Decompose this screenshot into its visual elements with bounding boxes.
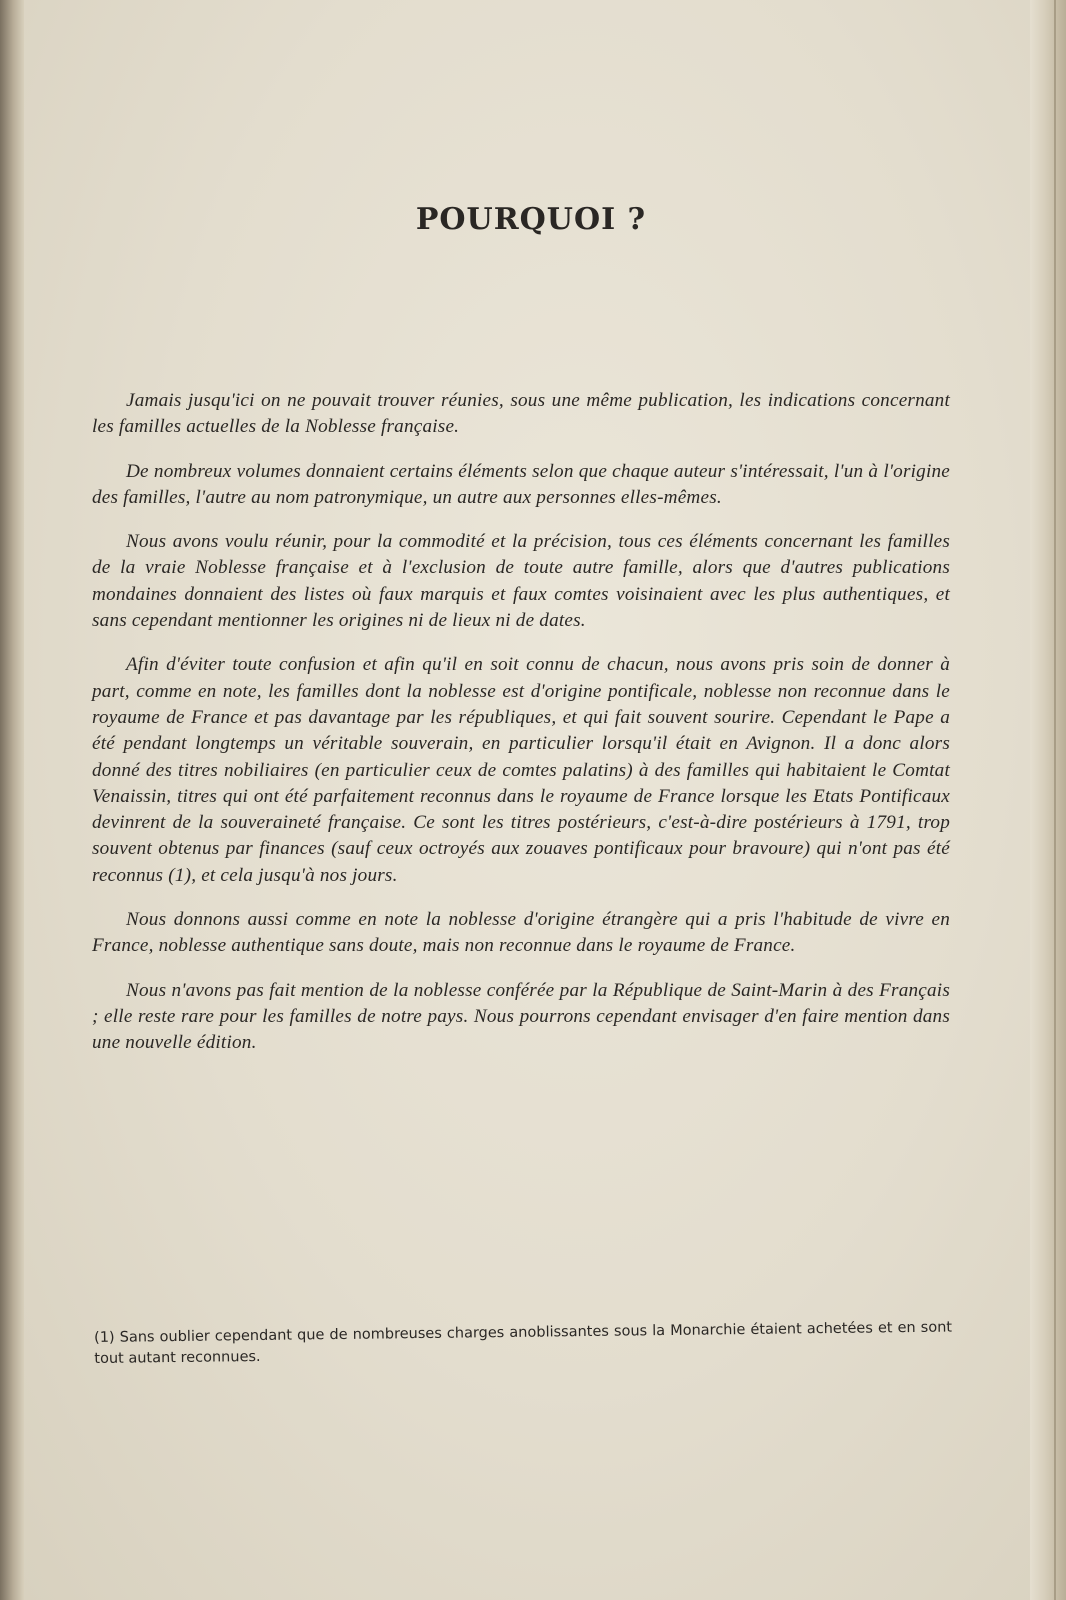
book-page-stack-edge	[1030, 0, 1066, 1600]
paragraph-6: Nous n'avons pas fait mention de la noblesse conférée par la République de Saint-Marin à des Français ; elle reste rare pour les familles de notre pays. Nous pourrons cependant envisager d'en faire mention dans une nouvelle édition.	[92, 979, 950, 1054]
book-page	[24, 0, 1030, 1600]
body-text	[92, 388, 950, 1075]
book-gutter-edge	[0, 0, 24, 1600]
page-title: POURQUOI ?	[415, 202, 647, 237]
footnote: (1) Sans oublier cependant que de nombreuses charges anoblissantes sous la Monarchie étaient achetées et en sont tout autant reconnues.	[94, 1319, 953, 1367]
paragraph-4: Afin d'éviter toute confusion et afin qu'il en soit connu de chacun, nous avons pris soin de donner à part, comme en note, les familles dont la noblesse est d'origine pontificale, noblesse non reconnue dans le royaume de France et pas davantage par les républiques, et qui fait souvent sourire. Cependant le Pape a été pendant longtemps un véritable souverain, en particulier lorsqu'il était en Avignon. Il a donc alors donné des titres nobiliaires (en particulier ceux de comtes palatins) à des familles qui habitaient le Comtat Venaissin, titres qui ont été parfaitement reconnus dans le royaume de France lorsque les Etats Pontificaux devinrent de la souveraineté française. Ce sont les titres postérieurs, c'est-à-dire postérieurs à 1791, trop souvent obtenus par finances (sauf ceux octroyés aux zouaves pontificaux pour bravoure) qui n'ont pas été reconnus (1), et cela jusqu'à nos jours.	[92, 654, 950, 886]
paragraph-3: Nous avons voulu réunir, pour la commodité et la précision, tous ces éléments concernant les familles de la vraie Noblesse française et à l'exclusion de toute autre famille, alors que d'autres publications mondaines donnaient des listes où faux marquis et faux comtes voisinaient avec les plus authentiques, et sans cependant mentionner les origines ni de lieux ni de dates.	[92, 531, 950, 632]
paragraph-1: Jamais jusqu'ici on ne pouvait trouver réunies, sous une même publication, les indications concernant les familles actuelles de la Noblesse française.	[92, 390, 950, 438]
paragraph-5: Nous donnons aussi comme en note la noblesse d'origine étrangère qui a pris l'habitude de vivre en France, noblesse authentique sans doute, mais non reconnue dans le royaume de France.	[92, 909, 950, 957]
paragraph-2: De nombreux volumes donnaient certains éléments selon que chaque auteur s'intéressait, l'un à l'origine des familles, l'autre au nom patronymique, un autre aux personnes elles-mêmes.	[92, 460, 950, 508]
